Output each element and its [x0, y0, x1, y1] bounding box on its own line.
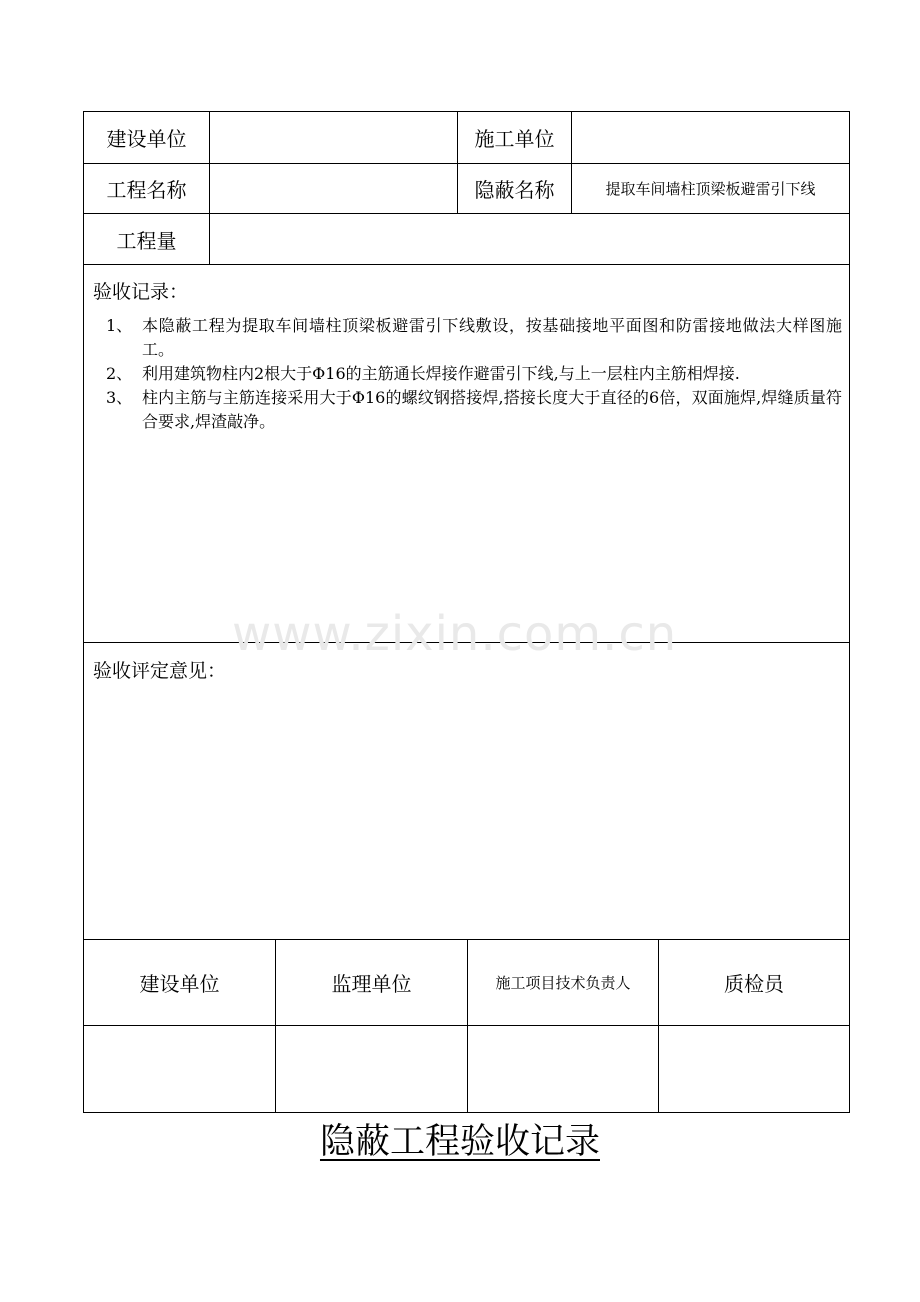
document-title-text: 隐蔽工程验收记录	[319, 1122, 600, 1162]
record-item-text: 利用建筑物柱内2根大于Φ16的主筋通长焊接作避雷引下线,与上一层柱内主筋相焊接.	[142, 364, 740, 383]
record-item-number: 2、	[106, 364, 133, 383]
contractor-label: 施工单位	[474, 127, 555, 151]
record-item-number: 1、	[106, 316, 133, 335]
concealed-name-field[interactable]: 提取车间墙柱顶梁板避雷引下线	[605, 180, 816, 198]
project-name-field[interactable]	[210, 164, 457, 213]
signature-field-technical-lead[interactable]	[468, 1026, 658, 1112]
acceptance-record-list	[106, 314, 842, 434]
contractor-field[interactable]	[572, 112, 849, 163]
record-item-text: 本隐蔽工程为提取车间墙柱顶梁板避雷引下线敷设，按基础接地平面图和防雷接地做法大样图施工。	[142, 316, 842, 359]
evaluation-title: 验收评定意见：	[93, 660, 227, 682]
watermark: www.zixin.com.cn	[232, 606, 678, 662]
project-name-label: 工程名称	[106, 178, 187, 202]
signature-field-quality-inspector[interactable]	[659, 1026, 849, 1112]
signature-header-technical-lead: 施工项目技术负责人	[495, 974, 631, 992]
acceptance-record-title: 验收记录：	[93, 281, 189, 303]
evaluation-section[interactable]	[84, 643, 849, 939]
construction-unit-field[interactable]	[210, 112, 457, 163]
acceptance-record-section	[84, 265, 849, 642]
construction-unit-label: 建设单位	[106, 127, 187, 151]
document-title	[0, 1114, 920, 1164]
record-item-number: 3、	[106, 388, 133, 407]
signature-header-quality-inspector: 质检员	[724, 972, 784, 996]
record-item	[106, 386, 842, 434]
signature-field-construction-unit[interactable]	[84, 1026, 275, 1112]
quantity-label: 工程量	[116, 228, 177, 253]
record-item	[106, 362, 842, 386]
quantity-field[interactable]	[210, 214, 849, 264]
signature-header-construction-unit: 建设单位	[139, 972, 220, 996]
signature-header-supervision-unit: 监理单位	[331, 972, 412, 996]
signature-field-supervision-unit[interactable]	[276, 1026, 467, 1112]
concealed-name-label: 隐蔽名称	[474, 178, 555, 202]
record-item-text: 柱内主筋与主筋连接采用大于Φ16的螺纹钢搭接焊,搭接长度大于直径的6倍，双面施焊,焊缝质量符合要求,焊渣敲净。	[142, 388, 842, 431]
record-item	[106, 314, 842, 362]
